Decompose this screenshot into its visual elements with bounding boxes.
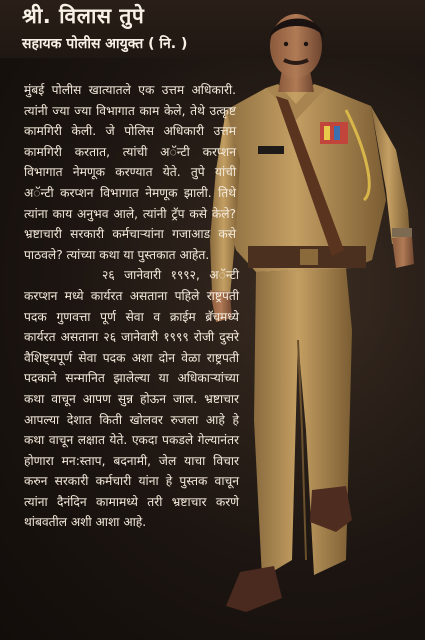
author-name: श्री. विलास तुपे — [22, 4, 145, 28]
description-text — [24, 80, 239, 533]
paragraph-1: मुंबई पोलीस खात्यातले एक उत्तम अधिकारी. त्यांनी ज्या ज्या विभागात काम केले, तेथे उत्कृष्ट कामगिरी केली. जे पोलिस अधिकारी उत्तम कामगिरी करतात, त्यांची अॅन्टी करप्शन विभागात नेमणूक करण्यात येते. तुपे यांची अॅन्टी करप्शन विभागात नेमणूक झाली. तिथे त्यांना काय अनुभव आले, त्यांनी ट्रॅप कसे केले? भ्रष्टाचारी सरकारी कर्मचाऱ्यांना गजाआड कसे पाठवले? त्यांच्या कथा या पुस्तकात आहेत. — [24, 83, 236, 262]
author-title: सहायक पोलीस आयुक्त ( नि. ) — [22, 36, 188, 52]
paragraph-2: २६ जानेवारी १९९२, अॅन्टी करप्शन मध्ये कार्यरत असताना पहिले राष्ट्रपती पदक गुणवत्ता पूर्ण सेवा व क्राईम ब्रॅचमध्ये कार्यरत असताना २६ जानेवारी १९९९ रोजी दुसरे वैशिष्ट्यपूर्ण सेवा पदक अशा दोन वेळा राष्ट्रपती पदकाने सन्मानित झालेल्या या अधिकाऱ्यांच्या कथा वाचून आपण सुन्न होऊन जाल. भ्रष्टाचार आपल्या देशात किती खोलवर रुजला आहे हे कथा वाचून लक्षात येते. एकदा पकडले गेल्यानंतर होणारा मन:स्ताप, बदनामी, जेल याचा विचार करुन सरकारी कर्मचारी यांना हे पुस्तक वाचून त्यांना दैनंदिन कामामध्ये तरी भ्रष्टाचार करणे थांबवतील अशी आशा आहे. — [24, 268, 239, 530]
